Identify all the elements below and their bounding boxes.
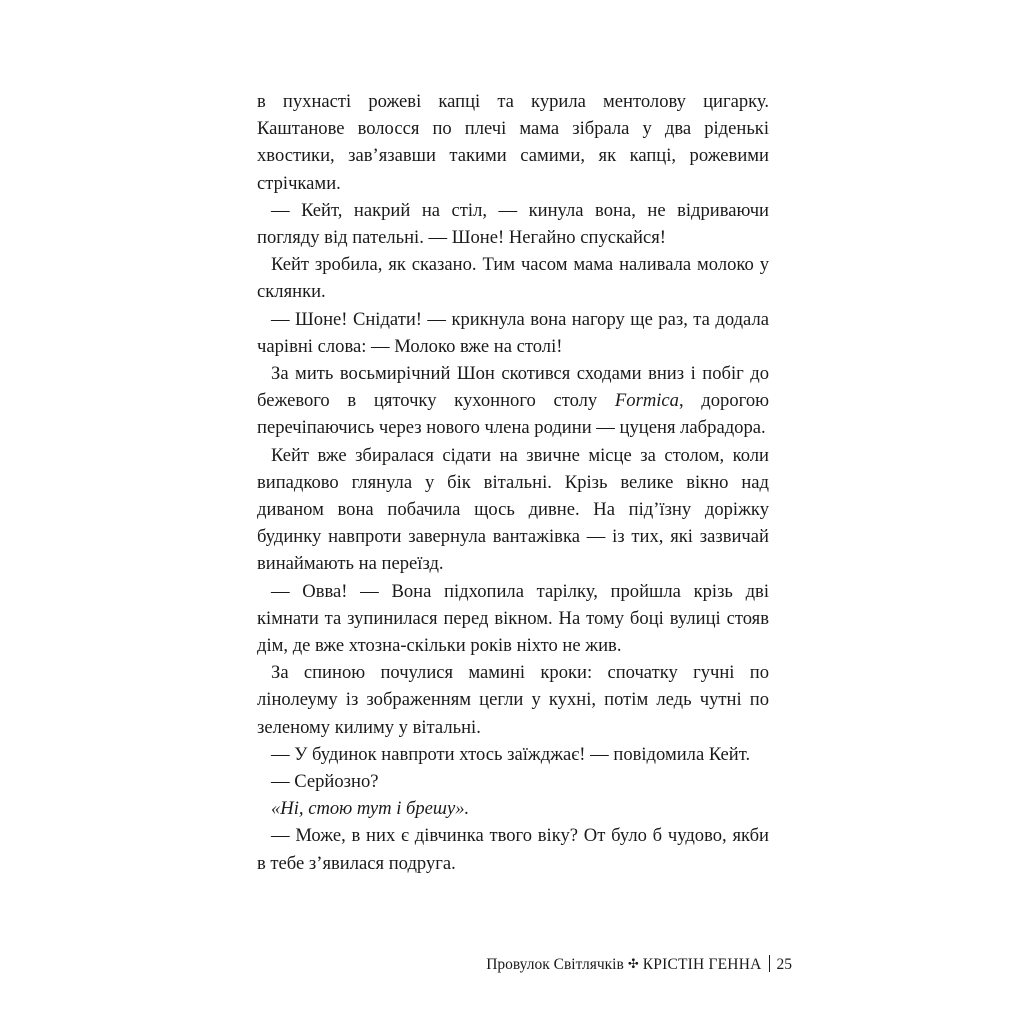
paragraph-text: , дорогою перечіпаючись через нового члена родини — цуценя лабрадора.: [257, 390, 770, 439]
paragraph: [257, 795, 769, 822]
paragraph: [257, 306, 769, 360]
paragraph: [257, 768, 769, 795]
paragraph-text: За спиною почулися мамині кроки: спочатку гучні по лінолеуму із зображенням цегли у кухні, потім ледь чутні по зеленому килиму у вітальні.: [257, 662, 769, 738]
paragraph: [257, 88, 769, 197]
paragraph: [257, 659, 769, 741]
book-title: Провулок Світлячків: [486, 956, 624, 973]
paragraph-text: Кейт зробила, як сказано. Тим часом мама наливала молоко у склянки.: [257, 254, 769, 303]
italic-text: «Ні, стою тут і брешу».: [271, 798, 470, 820]
paragraph-text: — Може, в них є дівчинка твого віку? От було б чудово, якби в тебе з’явилася подруга.: [257, 825, 769, 874]
page-number: 25: [776, 956, 792, 973]
italic-text: Formica: [614, 390, 679, 412]
paragraph-text: — У будинок навпроти хтось заїжджає! — повідомила Кейт.: [271, 743, 751, 765]
paragraph: [257, 578, 769, 660]
paragraph-text: в пухнасті рожеві капці та курила ментолову цигарку. Каштанове волосся по плечі мама зібрала у два ріденькі хвостики, зав’язавши такими самими, як капці, рожевими стрічками.: [257, 91, 769, 194]
paragraph: [257, 360, 769, 442]
body-text: [257, 88, 769, 877]
paragraph-text: — Овва! — Вона підхопила тарілку, пройшла крізь дві кімнати та зупинилася перед вікном. На тому боці вулиці стояв дім, де вже хтозна-скільки років ніхто не жив.: [257, 580, 769, 657]
running-footer: [420, 955, 792, 974]
paragraph-text: — Кейт, накрий на стіл, — кинула вона, не відриваючи погляду від пательні. — Шоне! Негайно спускайся!: [257, 199, 769, 249]
footer-divider: [769, 955, 770, 972]
paragraph-text: Кейт вже збиралася сідати на звичне місце за столом, коли випадково глянула у бік вітальні. Крізь велике вікно над диваном вона побачила щось дивне. На під’їзну доріжку будинку навпроти завернула вантажівка — із тих, які зазвичай винаймають на переїзд.: [257, 444, 769, 575]
paragraph-text: — Шоне! Снідати! — крикнула вона нагору ще раз, та додала чарівні слова: — Молоко вже на столі!: [257, 308, 769, 357]
paragraph: [257, 822, 769, 876]
paragraph: [257, 442, 769, 578]
paragraph: [257, 251, 769, 305]
author-name: КРІСТІН ГЕННА: [642, 956, 762, 973]
paragraph-text: — Серйозно?: [271, 771, 379, 793]
sparkle-icon: ✣: [627, 956, 639, 971]
paragraph: [257, 741, 769, 768]
paragraph: [257, 197, 769, 251]
paragraph-text: За мить восьмирічний Шон скотився сходами вниз і побіг до бежевого в цяточку кухонного столу: [257, 363, 769, 412]
